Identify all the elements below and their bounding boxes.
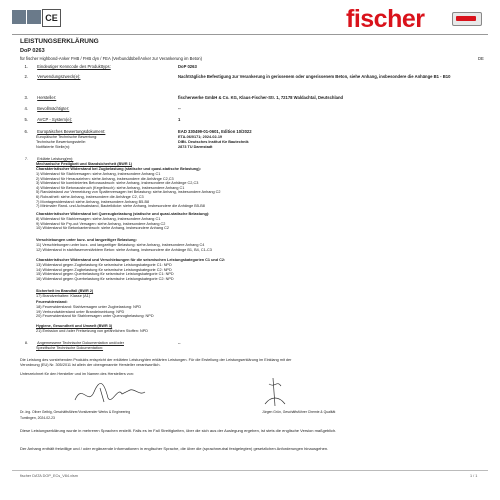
tension-list bbox=[36, 172, 221, 209]
list-item: 4) Widerstand für Betonausbruch (Kegelbruch): siehe Anhang, insbesondere Anhang C1 bbox=[36, 185, 185, 190]
list-item: 20) Feuerwiderstand für Stahlversagen unter Querzugbelastung: NPD bbox=[36, 314, 154, 319]
signature-right bbox=[255, 376, 295, 410]
bwr2-heading: Sicherheit im Brandfall (BWR 2) bbox=[36, 289, 94, 293]
item-label: Verwendungszweck(e): bbox=[37, 74, 81, 79]
notified-body-value: 2873 TU Darmstadt bbox=[178, 145, 213, 149]
section-7-heading bbox=[18, 157, 73, 162]
item-number: 3. bbox=[24, 95, 28, 100]
item-number: 6. bbox=[24, 129, 28, 134]
section-title: Erklärte Leistung(en): bbox=[37, 157, 74, 161]
seismic-heading: Charakteristischer Widerstand und Verschiebungen für die seismischen Leistungskategorien C1 und C2: bbox=[36, 258, 226, 262]
signature-left bbox=[70, 378, 150, 408]
item-number: 4. bbox=[24, 106, 28, 111]
list-item: 19) Verbundwiderstand unter Brandeinwirkung: NPD bbox=[36, 309, 125, 314]
list-item: 1) Widerstand für Stahlversagen: siehe Anhang, insbesondere Anhang C1 bbox=[36, 172, 161, 176]
item-3 bbox=[18, 95, 56, 100]
list-item: 3) Widerstand für kombiniertes Betonausbruch: siehe Anhang, insbesondere die Anhänge C2,C3 bbox=[36, 181, 199, 186]
eta-label: Europäische Technische Bewertung: bbox=[36, 135, 98, 139]
item-1 bbox=[18, 64, 111, 69]
place-date: Tumlingen, 2024-02-23 bbox=[20, 416, 55, 420]
language-note: Diese Leistungserklärung wurde in mehreren Sprachen erstellt. Falls es im Fall Streitigkeiten, über die sich aus der Auslegung ergeben, ist stets die englische Version maßgeblich. bbox=[20, 428, 337, 433]
item-label: Europäisches Bewertungsdokument: bbox=[37, 129, 106, 134]
fire-list bbox=[36, 305, 154, 319]
signatory-left: Dr.-Ing. Oliver Geibig, Geschäftsführer/Vorsitzender Werks & Engineering bbox=[20, 410, 131, 414]
section-8-heading bbox=[18, 341, 124, 346]
notified-body-label: Notifizierte Stelle(n): bbox=[36, 145, 71, 149]
product-badge-icon bbox=[452, 12, 482, 26]
list-item: 10) Widerstand für Betonkantenbruch: siehe Anhang, insbesondere Anhang C2 bbox=[36, 226, 169, 231]
seismic-list bbox=[36, 263, 174, 281]
displacement-list bbox=[36, 243, 212, 252]
shear-list bbox=[36, 217, 169, 231]
list-item: 7) Minimaler Rand- und Achsabstand, Bauteildicke: siehe Anhang, insbesondere die Anhänge B5-B8 bbox=[36, 204, 205, 209]
item-1-value: DoP 0263 bbox=[178, 64, 197, 69]
item-4-value: -- bbox=[178, 106, 181, 111]
item-number: 2. bbox=[24, 74, 28, 79]
declaration-signed-by: Unterzeichnet für den Hersteller und im Namen des Herstellers von: bbox=[20, 372, 134, 376]
tab-label: Technische Bewertungsstelle: bbox=[36, 140, 87, 144]
displacement-heading: Verschiebungen unter kurz- und langzeitiger Belastung: bbox=[36, 238, 137, 242]
list-item: 7) Montagewiderstand: siehe Anhang, insbesondere Anhang B5-B8 bbox=[36, 199, 150, 204]
list-item: 12) Widerstand in stahlfaserverstärktem Beton: siehe Anhang, insbesondere die Anhänge B1, B4, C1-C3 bbox=[36, 247, 212, 252]
ce-mark: CE bbox=[42, 9, 61, 27]
item-label: Eindeutiger Kenncode des Produkttyps: bbox=[37, 64, 111, 69]
section-number: 8. bbox=[24, 341, 28, 345]
emission-item: 21) Emission und /oder Freisetzung von gefährlichen Stoffen: NPD bbox=[36, 329, 148, 333]
bwr3-heading: Hygiene, Gesundheit und Umwelt (BWR 3) bbox=[36, 324, 113, 328]
item-2 bbox=[18, 74, 80, 79]
item-3-value: fischerwerke GmbH & Co. KG, Klaus-Fischer-Str. 1, 72178 Waldachtal, Deutschland bbox=[178, 95, 344, 100]
list-item: 8) Widerstand für Stahlversagen: siehe Anhang, insbesondere Anhang C1 bbox=[36, 217, 161, 221]
item-label: AVCP - System(e): bbox=[37, 117, 73, 122]
brand-logo: fischer bbox=[346, 5, 425, 33]
item-6-value: EAD 330499-01-0601, Edition 10/2022 bbox=[178, 129, 252, 134]
item-label: Hersteller: bbox=[37, 95, 57, 100]
list-item: 14) Widerstand gegen Zugbelastung für seismische Leistungskategorie C2: NPD bbox=[36, 267, 172, 272]
footer-filename: fischer DATA DOP_ECs_V84.xlsm bbox=[20, 474, 78, 478]
footer-divider bbox=[12, 470, 488, 471]
item-number: 1. bbox=[24, 64, 28, 69]
section-title: Angemessene Technische Dokumentation und/oder bbox=[37, 341, 124, 345]
list-item: 5) Randabstand zur Vermeidung von Spalterversagen bei Belastung: siehe Anhang, insbesondere Anhang C2 bbox=[36, 190, 221, 195]
list-item: 11) Verschiebungen unter kurz- und langzeitiger Belastung: siehe Anhang, insbesondere Anhang C4 bbox=[36, 243, 205, 247]
item-2-value: Nachträgliche Befestigung zur Verankerung in gerissenem oder ungerissenem Beton, siehe Anhang, insbesondere die Anhänge B1 - B10 bbox=[178, 74, 451, 79]
signatory-right: Jürgen Grün, Geschäftsführer Chemie & Qualität bbox=[262, 410, 336, 414]
item-5-value: 1 bbox=[178, 117, 181, 122]
document-title: LEISTUNGSERKLÄRUNG bbox=[20, 38, 99, 45]
item-label: Bevollmächtigter: bbox=[37, 106, 70, 111]
certification-logo-icon bbox=[27, 10, 41, 24]
reaction-to-fire: 17) Brandverhalten: Klasse (A1) bbox=[36, 294, 91, 298]
declaration-line-1: Die Leistung des vorstehenden Produkts entspricht der erklärten Leistung/den erklärten Leistungen. Für die Erstellung der Leistungserklärung im Einklang mit der bbox=[20, 358, 292, 362]
list-item: 13) Widerstand gegen Zugbelastung für seismische Leistungskategorie C1: NPD bbox=[36, 263, 172, 267]
eta-value: ETA-06/0171; 2024-02-19 bbox=[178, 135, 223, 139]
section-8-value: -- bbox=[178, 341, 181, 345]
declaration-line-2: Verordnung (EU) Nr. 305/2011 ist allein der obengenannte Hersteller verantwortlich. bbox=[20, 363, 161, 367]
tab-value: DIBt- Deutsches Institut für Bautechnik bbox=[178, 140, 249, 144]
shear-heading: Charakteristischer Widerstand bei Querzugbelastung (statische und quasi-statische Belastung): bbox=[36, 212, 210, 216]
item-5 bbox=[18, 117, 72, 122]
item-4 bbox=[18, 106, 69, 111]
page-number: 1 / 1 bbox=[470, 474, 478, 478]
product-description: für fischer Highbond-Anker FHB / FHB dyn / FEA (Verbunddübel/Anker zur Verankerung im Beton) bbox=[20, 56, 203, 61]
section-8-heading-2: Spezifische Technische Dokumentation: bbox=[36, 346, 104, 350]
bwr1-heading: Mechanische Festigkeit und Standsicherheit (BWR 1) bbox=[36, 162, 132, 166]
dop-number: DoP 0263 bbox=[20, 48, 45, 54]
item-6 bbox=[18, 129, 105, 134]
list-item: 15) Widerstand gegen Querbelastung für seismische Leistungskategorie C1: NPD bbox=[36, 272, 174, 277]
item-number: 5. bbox=[24, 117, 28, 122]
language-code: DE bbox=[478, 56, 484, 61]
section-number: 7. bbox=[24, 157, 28, 161]
list-item: 6) Robustheit: siehe Anhang, insbesondere die Anhänge C2, C3 bbox=[36, 194, 144, 199]
list-item: 18) Feuerwiderstand: Stahlversagen unter Zugbelastung: NPD bbox=[36, 305, 142, 309]
annex-note: Der Anhang enthält freiwillige und / oder ergänzende Informationen in englischer Sprache, die über die (sprachneutral festgelegten) gesetzlichen Anforderungen hinausgehen. bbox=[20, 446, 329, 451]
list-item: 9) Widerstand für Pry-out Versagen: siehe Anhang, insbesondere Anhang C2 bbox=[36, 221, 166, 226]
list-item: 16) Widerstand gegen Querbelastung für seismische Leistungskategorie C2: NPD bbox=[36, 276, 174, 281]
fire-resistance-heading: Feuerwiderstand: bbox=[36, 300, 68, 304]
quality-logo-icon bbox=[12, 10, 26, 24]
header-divider bbox=[12, 34, 488, 35]
tension-heading: Charakteristischer Widerstand bei Zugbelastung (statische und quasi-statische Belastung): bbox=[36, 167, 201, 171]
list-item: 2) Widerstand für Herausziehen: siehe Anhang, insbesondere die Anhänge C2,C3 bbox=[36, 176, 174, 181]
